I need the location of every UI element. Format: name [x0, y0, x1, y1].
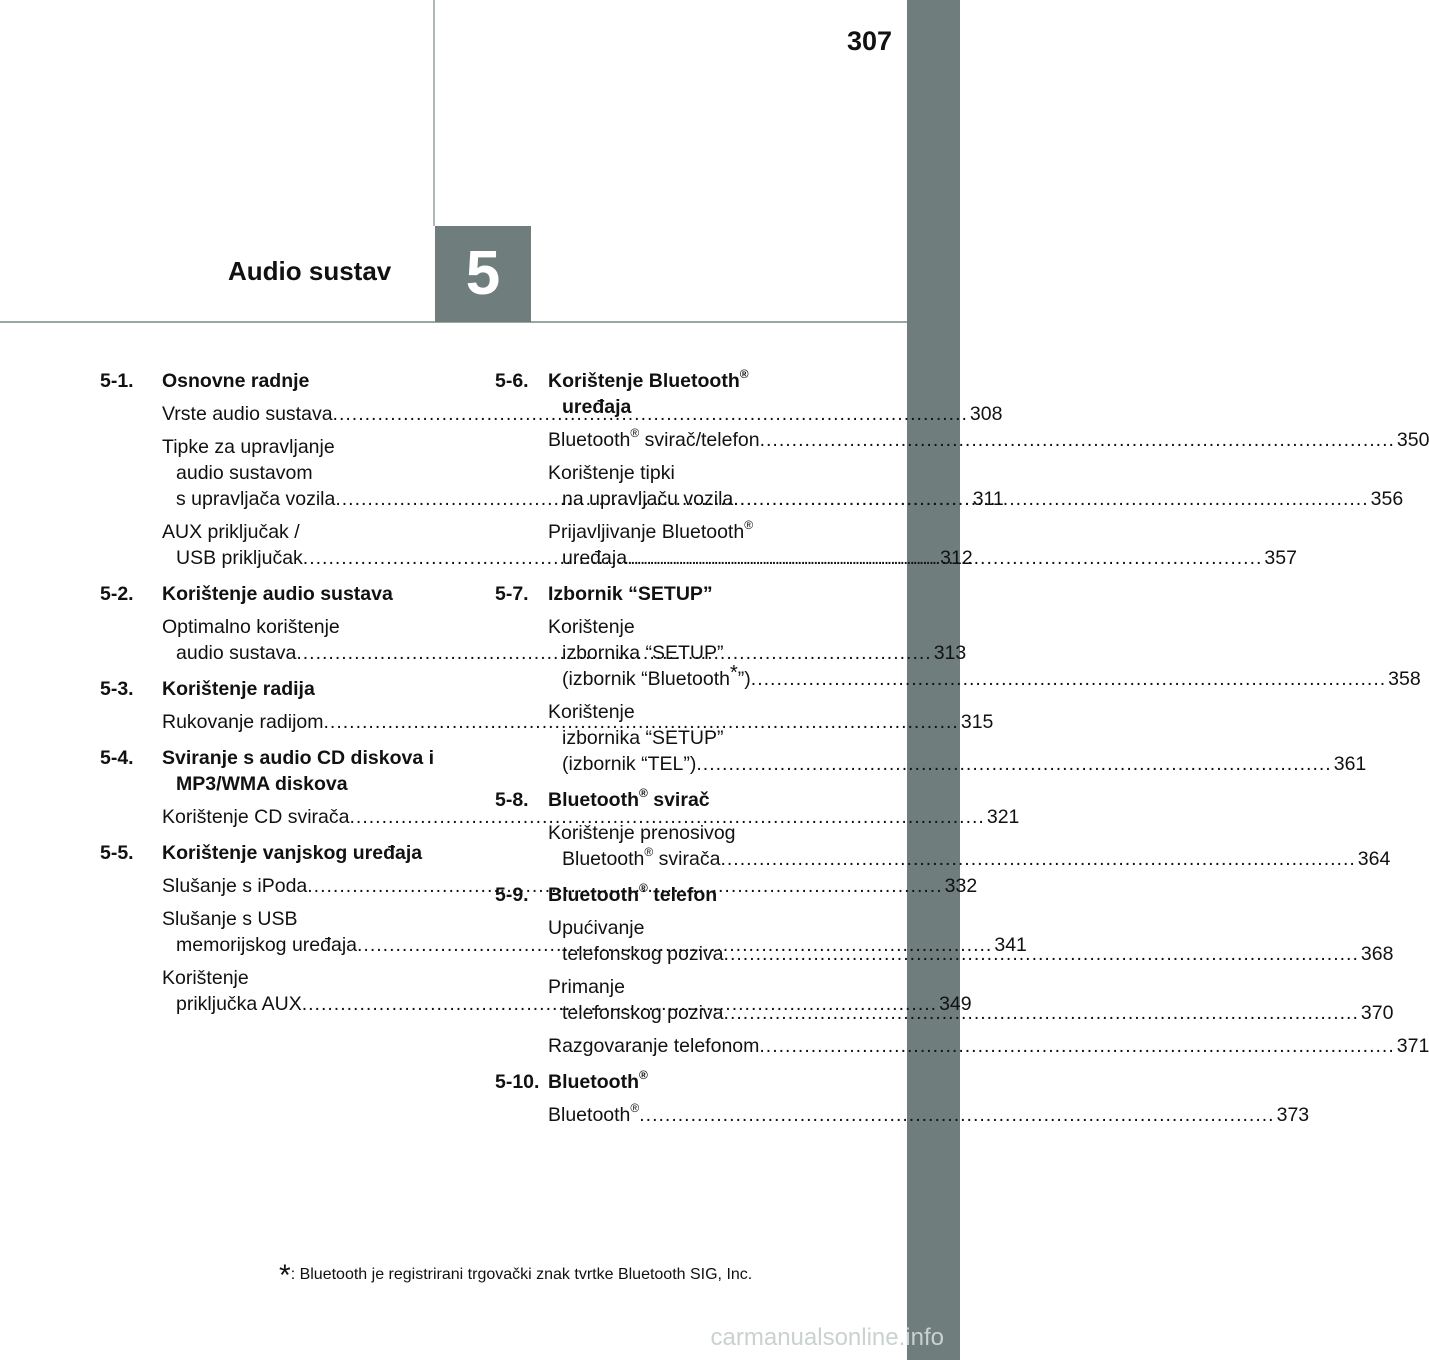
leader-dots [724, 943, 1359, 965]
entry-page: 332 [944, 875, 978, 897]
entry-text: svirač/telefon [639, 429, 760, 451]
entry-page: 370 [1360, 1002, 1394, 1024]
leader-dots [720, 848, 1355, 870]
entry-page: 311 [972, 488, 1004, 510]
entry-text: Prijavljivanje Bluetooth [548, 521, 745, 543]
entry-text: Korištenje CD svirača [162, 806, 350, 828]
entry-page: 361 [1333, 753, 1367, 775]
entry-text: Korištenje [548, 701, 635, 723]
section-title: Osnovne radnje [162, 370, 310, 392]
entry-text: Upućivanje [548, 917, 645, 939]
entry-text: Bluetooth [548, 1104, 631, 1126]
registered-mark: ® [630, 1101, 640, 1115]
entry-text: Razgovaranje telefonom [548, 1035, 760, 1057]
watermark: carmanualsonline.info [710, 1324, 944, 1351]
registered-mark: ® [630, 426, 640, 440]
entry-text: Bluetooth [548, 429, 631, 451]
entry-page: 321 [986, 806, 1020, 828]
registered-mark: ® [744, 518, 754, 532]
section-title: Korištenje audio sustava [162, 583, 393, 605]
entry-text: memorijskog uređaja [176, 934, 357, 956]
section-number: 5-6. [495, 370, 529, 392]
entry-page: 349 [939, 993, 972, 1015]
toc-entry[interactable] [548, 426, 1429, 453]
section-number: 5-4. [100, 747, 134, 769]
chapter-number-box: 5 [435, 226, 531, 322]
toc-entry[interactable] [548, 1033, 1429, 1059]
entry-text: telefonskog poziva [562, 943, 724, 965]
entry-page: 313 [933, 642, 967, 664]
chapter-title: Audio sustav [228, 256, 392, 286]
entry-text: Optimalno korištenje [162, 616, 340, 638]
section-number: 5-2. [100, 583, 134, 605]
entry-page: 364 [1357, 848, 1391, 870]
entry-text: uređaja [562, 547, 628, 569]
entry-page: 357 [1264, 547, 1297, 569]
section-number: 5-3. [100, 678, 134, 700]
entry-page: 356 [1370, 488, 1404, 510]
section-number: 5-5. [100, 842, 134, 864]
entry-text: na upravljaču vozila [562, 488, 734, 510]
page-number: 307 [846, 26, 892, 56]
entry-page: 308 [969, 403, 1003, 425]
registered-mark: ® [644, 845, 654, 859]
entry-page: 358 [1388, 668, 1421, 690]
entry-text: s upravljača vozila [176, 488, 336, 510]
registered-mark: ® [638, 881, 648, 895]
entry-text: Bluetooth [562, 848, 645, 870]
footnote-marker: * [730, 662, 738, 684]
header-divider-vertical [433, 0, 435, 226]
entry-text: Korištenje [548, 616, 635, 638]
entry-text: Korištenje [162, 967, 249, 989]
registered-mark: ® [638, 1068, 648, 1082]
section-title-line: Sviranje s audio CD diskova i [162, 747, 435, 769]
leader-dots [639, 1102, 1274, 1128]
section-title-line: Bluetooth [548, 884, 639, 906]
section-number: 5-1. [100, 370, 134, 392]
section-title [548, 787, 847, 813]
entry-text: svirača [653, 848, 721, 870]
entry-text: (izbornik “Bluetooth [562, 668, 730, 690]
entry-page: 371 [1396, 1035, 1429, 1057]
leader-dots [733, 488, 1368, 510]
entry-text: USB priključak [176, 547, 303, 569]
entry-page: 315 [960, 711, 994, 733]
entry-page: 373 [1276, 1104, 1310, 1126]
section-title-line: Bluetooth [548, 1071, 639, 1093]
section-title [162, 745, 462, 797]
entry-text: audio sustavom [176, 462, 313, 484]
footnote-text: : Bluetooth je registrirani trgovački znak tvrtke Bluetooth SIG, Inc. [290, 1266, 753, 1283]
entry-text: Korištenje prenosivog [548, 822, 736, 844]
entry-text: audio sustava [176, 642, 297, 664]
footnote-marker: * [279, 1259, 291, 1292]
entry-text: priključka AUX [176, 993, 302, 1015]
section-number: 5-9. [495, 884, 529, 906]
entry-page: 312 [940, 547, 973, 569]
entry-text: Tipke za upravljanje [162, 436, 335, 458]
entry-text: izbornika “SETUP” [562, 727, 724, 749]
section-title-line: MP3/WMA diskova [176, 773, 348, 795]
footnote [279, 1259, 753, 1292]
section-number: 5-7. [495, 583, 529, 605]
section-number: 5-10. [495, 1071, 540, 1093]
leader-dots [627, 547, 1262, 569]
leader-dots [760, 427, 1395, 453]
entry-page: 368 [1360, 943, 1394, 965]
entry-page: 350 [1396, 429, 1429, 451]
entry-text: AUX priključak / [162, 521, 300, 543]
entry-page: 341 [994, 934, 1027, 956]
section-title-line: telefon [647, 884, 718, 906]
entry-text: Slušanje s USB [162, 908, 298, 930]
leader-dots [751, 668, 1386, 690]
registered-mark: ® [638, 786, 648, 800]
entry-text: Primanje [548, 976, 625, 998]
leader-dots [724, 1002, 1359, 1024]
section-title: Korištenje radija [162, 678, 315, 700]
entry-text: Vrste audio sustava [162, 403, 333, 425]
section-title-line: uređaja [562, 396, 632, 418]
toc-entry[interactable] [162, 804, 1020, 830]
toc-section-5-10 [495, 1068, 1310, 1128]
entry-text: Slušanje s iPoda [162, 875, 308, 897]
section-title: Izbornik “SETUP” [548, 583, 713, 605]
registered-mark: ® [739, 367, 749, 381]
toc-entry[interactable] [548, 1101, 1310, 1128]
section-title-line: svirač [647, 789, 710, 811]
entry-text: ”) [737, 668, 751, 690]
leader-dots [696, 753, 1331, 775]
entry-text: telefonskog poziva [562, 1002, 724, 1024]
section-title [548, 368, 847, 420]
toc-entry[interactable] [548, 820, 1391, 872]
section-title-line: Bluetooth [548, 789, 639, 811]
entry-text: Korištenje tipki [548, 462, 675, 484]
section-title [548, 882, 847, 908]
section-number: 5-8. [495, 789, 529, 811]
section-title [548, 1069, 847, 1095]
entry-text: (izbornik “TEL”) [562, 753, 697, 775]
entry-text: izbornika “SETUP” [562, 642, 724, 664]
entry-text: Rukovanje radijom [162, 711, 324, 733]
section-title: Korištenje vanjskog uređaja [162, 842, 423, 864]
leader-dots [759, 1033, 1394, 1059]
section-title-line: Korištenje Bluetooth [548, 370, 740, 392]
